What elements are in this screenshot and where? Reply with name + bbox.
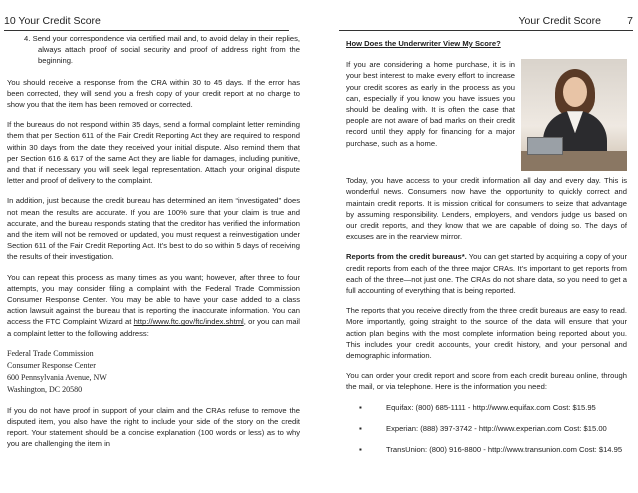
bureau-info: Experian: (888) 397-3742 - http://www.experian.com Cost: $15.00 [386,423,607,433]
list-item: 4. Send your correspondence via certified mail and, to avoid delay in their replies, always attach proof of social security and proof of address right from the beginning. [24,34,300,66]
bureau-list-item [346,402,627,413]
right-page [319,0,638,493]
paragraph: If you do not have proof in support of your claim and the CRAs refuse to remove the disputed item, you also have the right to include your side of the story on the credit report. Your statement should be a concise explanation (100 words or less) as to why you are challenging the item in [7,405,300,449]
paragraph: If the bureaus do not respond within 35 days, send a formal complaint letter reminding them that per Section 611 of the Fair Credit Reporting Act they are required to respond within 30 days from the date they received your initial dispute. Also remind them that per Section 616 & 617 of the same Act they are liable for damages, including punitive, and that if necessary you will seek legal representation. Attach your original dispute letter and proof of delivery to the complaint. [7,120,300,186]
bureau-info: TransUnion: (800) 916-8800 - http://www.transunion.com Cost: $14.95 [386,445,623,455]
ftc-link[interactable]: http://www.ftc.gov/ftc/index.shtml [133,317,244,327]
address-line: Federal Trade Commission [7,348,94,358]
left-page-header [4,6,289,31]
paragraph: You can order your credit report and score from each credit bureau online, through the mail, or via telephone. Here is the information you need: [346,371,627,392]
bureau-info: Equifax: (800) 685-1111 - http://www.equifax.com Cost: $15.95 [386,402,596,412]
paragraph-text: You can get started by acquiring a copy of your credit reports from each of the three major CRAs. It’s important to get reports from each of the three—not just one. The CRAs do not share data, so you need to get a full accounting of everything that is being reported. [346,252,627,296]
bullet-icon: ▪ [359,402,362,412]
address-line: Consumer Response Center [7,360,96,370]
paragraph: If you are considering a home purchase, it is in your best interest to make every effort to increase your credit scores as early in the process as you can, especially if you know you have issues you should be dealing with. It is often the case that people are not aware of bad marks on their credit record until they apply for financing for a major purchase, such as a home. [346,60,515,148]
left-header-title: 10 Your Credit Score [4,15,101,27]
left-page-body [7,33,300,459]
paragraph [7,272,300,339]
bureau-list-item [346,444,627,455]
page-number: 7 [627,15,633,27]
bullet-icon: ▪ [359,445,362,455]
address-line: Washington, DC 20580 [7,384,83,394]
right-header-title: Your Credit Score [518,15,601,27]
bold-lead: Reports from the credit bureaus*. [346,252,467,262]
paragraph: In addition, just because the credit bureau has determined an item “investigated” does not mean the results are accurate. If you are 100% sure that your claim is true and accurate, and the bureau responds stating that the creditor has verified the information and the item will not be removed or updated, you must request a reinvestigation under Section 611 of the Fair Credit Reporting Act. It’s best to do so within 5 days of receiving the results of their investigation. [7,196,300,262]
ftc-address [7,348,300,396]
bureau-list-item [346,423,627,434]
paragraph-text: You can repeat this process as many times as you want; however, after three to four attempts, you may consider filing a complaint with the Federal Trade Commission Consumer Response Center. You may be able to have your case added to a class action lawsuit against the bureau that is reporting the inaccurate information. You can access the FTC Complaint Wizard at [7,272,300,327]
right-page-header [339,6,633,31]
paragraph-text: , or you can mail a complaint letter to the following address: [7,317,300,338]
paragraph [346,251,627,296]
paragraph: You should receive a response from the CRA within 30 to 45 days. If the error has been corrected, they will send you a fresh copy of your credit report at no charge to show you that the item has been removed or corrected. [7,77,300,110]
businesswoman-photo [521,59,627,171]
bullet-icon: ▪ [359,423,362,433]
section-heading: How Does the Underwriter View My Score? [346,39,501,48]
paragraph: Today, you have access to your credit information all day and every day. This is wonderful news. Consumers now have the opportunity to quickly correct and maintain credit reports. It is mission critical for consumers to seize that advantage by assuming responsibility. Lenders, employers, and vendors judge us based on our credit reports, and they know that we are capable of doing so. The days of excuses are in the rearview mirror. [346,176,627,242]
paragraph: The reports that you receive directly from the three credit bureaus are easy to read. More importantly, going straight to the source of the data will ensure that your action plan begins with the most complete information being reported about you. This includes your credit accounts, your credit history, and your personal and demographic information. [346,306,627,361]
right-page-body [346,33,627,465]
address-line: 600 Pennsylvania Avenue, NW [7,372,107,382]
